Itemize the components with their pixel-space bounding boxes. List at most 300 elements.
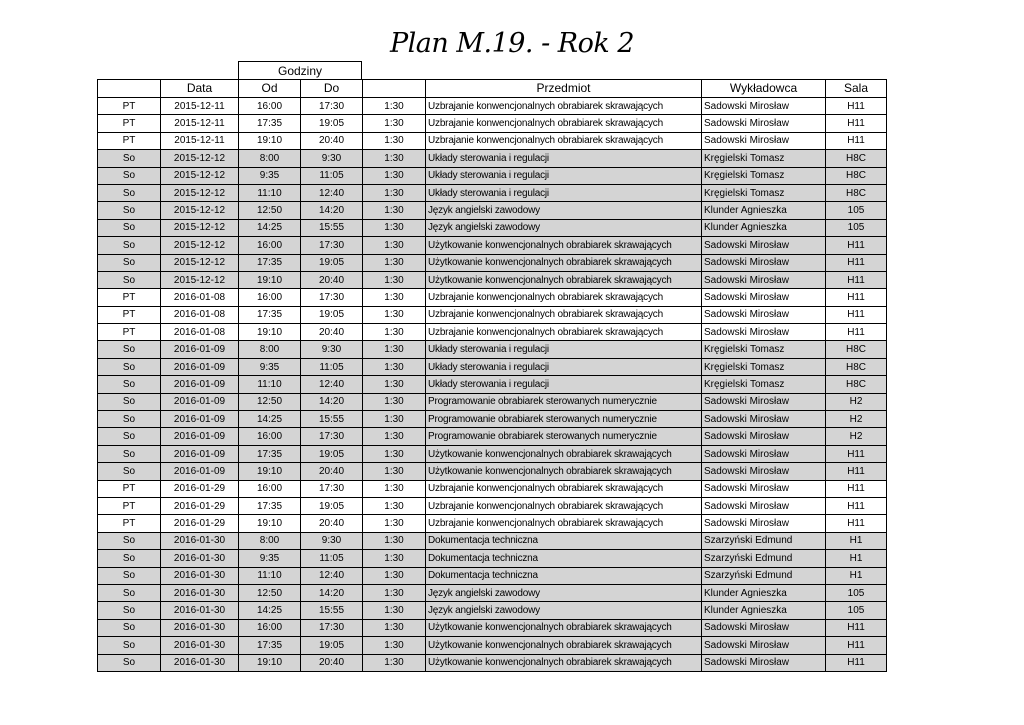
cell-from: 9:35 (239, 550, 301, 567)
cell-date: 2015-12-12 (161, 167, 239, 184)
cell-date: 2016-01-30 (161, 584, 239, 601)
cell-duration: 1:30 (363, 98, 426, 115)
cell-date: 2015-12-12 (161, 237, 239, 254)
cell-lecturer: Klunder Agnieszka (702, 202, 826, 219)
cell-day: So (98, 654, 161, 671)
cell-room: H11 (826, 654, 887, 671)
cell-to: 11:05 (301, 167, 363, 184)
cell-room: H11 (826, 463, 887, 480)
cell-room: H11 (826, 306, 887, 323)
cell-day: PT (98, 497, 161, 514)
cell-to: 14:20 (301, 202, 363, 219)
page-title: Plan M.19. - Rok 2 (389, 28, 635, 59)
table-row (98, 202, 887, 219)
cell-from: 12:50 (239, 202, 301, 219)
cell-day: So (98, 550, 161, 567)
table-row (98, 654, 887, 671)
cell-to: 15:55 (301, 602, 363, 619)
cell-room: H8C (826, 167, 887, 184)
cell-to: 15:55 (301, 219, 363, 236)
table-row (98, 341, 887, 358)
cell-from: 14:25 (239, 602, 301, 619)
cell-to: 14:20 (301, 584, 363, 601)
cell-date: 2016-01-09 (161, 463, 239, 480)
cell-duration: 1:30 (363, 324, 426, 341)
cell-to: 17:30 (301, 237, 363, 254)
cell-to: 9:30 (301, 150, 363, 167)
cell-day: So (98, 567, 161, 584)
cell-to: 20:40 (301, 515, 363, 532)
table-row (98, 463, 887, 480)
cell-subject: Dokumentacja techniczna (426, 532, 702, 549)
cell-from: 14:25 (239, 219, 301, 236)
cell-duration: 1:30 (363, 202, 426, 219)
cell-subject: Układy sterowania i regulacji (426, 376, 702, 393)
table-row (98, 150, 887, 167)
cell-day: So (98, 376, 161, 393)
cell-subject: Dokumentacja techniczna (426, 567, 702, 584)
cell-day: So (98, 202, 161, 219)
cell-from: 16:00 (239, 98, 301, 115)
cell-to: 14:20 (301, 393, 363, 410)
cell-to: 20:40 (301, 654, 363, 671)
cell-to: 20:40 (301, 132, 363, 149)
cell-lecturer: Sadowski Mirosław (702, 306, 826, 323)
cell-duration: 1:30 (363, 411, 426, 428)
table-row (98, 271, 887, 288)
cell-from: 16:00 (239, 619, 301, 636)
cell-from: 11:10 (239, 184, 301, 201)
cell-subject: Układy sterowania i regulacji (426, 358, 702, 375)
cell-duration: 1:30 (363, 515, 426, 532)
table-row (98, 132, 887, 149)
cell-duration: 1:30 (363, 341, 426, 358)
cell-date: 2016-01-30 (161, 619, 239, 636)
cell-duration: 1:30 (363, 306, 426, 323)
cell-from: 12:50 (239, 393, 301, 410)
cell-day: So (98, 619, 161, 636)
cell-lecturer: Sadowski Mirosław (702, 445, 826, 462)
cell-lecturer: Sadowski Mirosław (702, 497, 826, 514)
cell-day: So (98, 532, 161, 549)
cell-date: 2016-01-09 (161, 358, 239, 375)
cell-day: PT (98, 306, 161, 323)
cell-subject: Uzbrajanie konwencjonalnych obrabiarek skrawających (426, 98, 702, 115)
cell-day: So (98, 219, 161, 236)
cell-room: 105 (826, 202, 887, 219)
table-row (98, 550, 887, 567)
cell-lecturer: Sadowski Mirosław (702, 428, 826, 445)
cell-from: 11:10 (239, 567, 301, 584)
cell-day: PT (98, 480, 161, 497)
cell-from: 19:10 (239, 515, 301, 532)
cell-duration: 1:30 (363, 619, 426, 636)
cell-day: PT (98, 515, 161, 532)
cell-day: So (98, 411, 161, 428)
cell-room: H11 (826, 515, 887, 532)
cell-lecturer: Szarzyński Edmund (702, 567, 826, 584)
cell-from: 19:10 (239, 271, 301, 288)
header-room: Sala (826, 80, 887, 98)
cell-duration: 1:30 (363, 497, 426, 514)
cell-from: 17:35 (239, 637, 301, 654)
cell-room: H8C (826, 184, 887, 201)
cell-subject: Programowanie obrabiarek sterowanych numerycznie (426, 411, 702, 428)
cell-lecturer: Kręgielski Tomasz (702, 184, 826, 201)
cell-subject: Programowanie obrabiarek sterowanych numerycznie (426, 428, 702, 445)
cell-date: 2016-01-08 (161, 324, 239, 341)
cell-room: H11 (826, 132, 887, 149)
cell-duration: 1:30 (363, 584, 426, 601)
cell-day: So (98, 150, 161, 167)
cell-from: 17:35 (239, 115, 301, 132)
cell-to: 19:05 (301, 306, 363, 323)
cell-date: 2016-01-30 (161, 532, 239, 549)
cell-lecturer: Sadowski Mirosław (702, 619, 826, 636)
cell-subject: Użytkowanie konwencjonalnych obrabiarek skrawających (426, 463, 702, 480)
cell-subject: Uzbrajanie konwencjonalnych obrabiarek skrawających (426, 480, 702, 497)
cell-day: PT (98, 115, 161, 132)
cell-subject: Układy sterowania i regulacji (426, 167, 702, 184)
table-row (98, 602, 887, 619)
cell-duration: 1:30 (363, 219, 426, 236)
cell-date: 2016-01-30 (161, 550, 239, 567)
table-row (98, 376, 887, 393)
cell-from: 19:10 (239, 654, 301, 671)
cell-room: H11 (826, 254, 887, 271)
cell-day: So (98, 584, 161, 601)
cell-lecturer: Sadowski Mirosław (702, 480, 826, 497)
table-row (98, 532, 887, 549)
cell-subject: Użytkowanie konwencjonalnych obrabiarek skrawających (426, 271, 702, 288)
header-to: Do (301, 80, 363, 98)
cell-to: 9:30 (301, 341, 363, 358)
cell-from: 8:00 (239, 150, 301, 167)
cell-day: So (98, 341, 161, 358)
cell-subject: Dokumentacja techniczna (426, 550, 702, 567)
cell-to: 11:05 (301, 550, 363, 567)
cell-duration: 1:30 (363, 567, 426, 584)
cell-room: H11 (826, 271, 887, 288)
cell-room: H11 (826, 445, 887, 462)
cell-duration: 1:30 (363, 550, 426, 567)
cell-to: 12:40 (301, 376, 363, 393)
table-row (98, 584, 887, 601)
cell-duration: 1:30 (363, 115, 426, 132)
cell-day: So (98, 254, 161, 271)
cell-subject: Użytkowanie konwencjonalnych obrabiarek skrawających (426, 445, 702, 462)
cell-subject: Uzbrajanie konwencjonalnych obrabiarek skrawających (426, 306, 702, 323)
cell-from: 17:35 (239, 497, 301, 514)
table-row (98, 167, 887, 184)
table-row (98, 445, 887, 462)
cell-to: 19:05 (301, 497, 363, 514)
cell-lecturer: Klunder Agnieszka (702, 219, 826, 236)
cell-subject: Uzbrajanie konwencjonalnych obrabiarek skrawających (426, 132, 702, 149)
cell-date: 2015-12-12 (161, 202, 239, 219)
cell-from: 17:35 (239, 445, 301, 462)
cell-lecturer: Sadowski Mirosław (702, 515, 826, 532)
cell-subject: Uzbrajanie konwencjonalnych obrabiarek skrawających (426, 497, 702, 514)
cell-lecturer: Sadowski Mirosław (702, 289, 826, 306)
cell-lecturer: Szarzyński Edmund (702, 532, 826, 549)
cell-duration: 1:30 (363, 428, 426, 445)
cell-date: 2016-01-29 (161, 497, 239, 514)
cell-to: 17:30 (301, 480, 363, 497)
cell-lecturer: Kręgielski Tomasz (702, 376, 826, 393)
cell-date: 2016-01-09 (161, 393, 239, 410)
cell-lecturer: Kręgielski Tomasz (702, 358, 826, 375)
cell-duration: 1:30 (363, 271, 426, 288)
cell-from: 16:00 (239, 237, 301, 254)
cell-lecturer: Sadowski Mirosław (702, 237, 826, 254)
cell-duration: 1:30 (363, 254, 426, 271)
cell-day: So (98, 428, 161, 445)
cell-duration: 1:30 (363, 463, 426, 480)
cell-lecturer: Sadowski Mirosław (702, 411, 826, 428)
cell-room: H2 (826, 428, 887, 445)
cell-subject: Uzbrajanie konwencjonalnych obrabiarek skrawających (426, 289, 702, 306)
cell-duration: 1:30 (363, 150, 426, 167)
cell-subject: Język angielski zawodowy (426, 202, 702, 219)
cell-lecturer: Sadowski Mirosław (702, 654, 826, 671)
cell-room: H1 (826, 532, 887, 549)
schedule-table (97, 79, 887, 672)
cell-duration: 1:30 (363, 602, 426, 619)
cell-to: 20:40 (301, 324, 363, 341)
header-from: Od (239, 80, 301, 98)
table-row (98, 393, 887, 410)
table-body (98, 98, 887, 672)
cell-lecturer: Klunder Agnieszka (702, 584, 826, 601)
table-row (98, 480, 887, 497)
cell-from: 11:10 (239, 376, 301, 393)
cell-day: So (98, 167, 161, 184)
cell-date: 2016-01-29 (161, 480, 239, 497)
cell-date: 2015-12-11 (161, 132, 239, 149)
cell-lecturer: Sadowski Mirosław (702, 115, 826, 132)
cell-room: H11 (826, 480, 887, 497)
cell-date: 2016-01-08 (161, 289, 239, 306)
cell-date: 2015-12-11 (161, 98, 239, 115)
table-row (98, 237, 887, 254)
cell-room: 105 (826, 602, 887, 619)
cell-duration: 1:30 (363, 393, 426, 410)
cell-duration: 1:30 (363, 184, 426, 201)
cell-to: 17:30 (301, 428, 363, 445)
cell-lecturer: Sadowski Mirosław (702, 132, 826, 149)
cell-duration: 1:30 (363, 358, 426, 375)
cell-to: 17:30 (301, 619, 363, 636)
cell-date: 2016-01-09 (161, 445, 239, 462)
cell-lecturer: Szarzyński Edmund (702, 550, 826, 567)
cell-subject: Układy sterowania i regulacji (426, 150, 702, 167)
cell-date: 2016-01-08 (161, 306, 239, 323)
cell-room: H11 (826, 289, 887, 306)
table-row (98, 115, 887, 132)
cell-room: H1 (826, 550, 887, 567)
cell-to: 12:40 (301, 567, 363, 584)
header-subject: Przedmiot (426, 80, 702, 98)
cell-duration: 1:30 (363, 289, 426, 306)
table-row (98, 411, 887, 428)
table-row (98, 428, 887, 445)
table-row (98, 637, 887, 654)
cell-date: 2015-12-11 (161, 115, 239, 132)
cell-from: 19:10 (239, 463, 301, 480)
hours-group-header: Godziny (238, 61, 362, 79)
cell-room: H11 (826, 324, 887, 341)
cell-duration: 1:30 (363, 654, 426, 671)
cell-duration: 1:30 (363, 167, 426, 184)
cell-room: H11 (826, 115, 887, 132)
cell-subject: Język angielski zawodowy (426, 219, 702, 236)
cell-duration: 1:30 (363, 532, 426, 549)
table-row (98, 515, 887, 532)
cell-duration: 1:30 (363, 637, 426, 654)
cell-subject: Uzbrajanie konwencjonalnych obrabiarek skrawających (426, 115, 702, 132)
cell-lecturer: Kręgielski Tomasz (702, 167, 826, 184)
header-duration (363, 80, 426, 98)
cell-day: PT (98, 324, 161, 341)
cell-day: PT (98, 98, 161, 115)
cell-lecturer: Sadowski Mirosław (702, 271, 826, 288)
cell-subject: Użytkowanie konwencjonalnych obrabiarek skrawających (426, 254, 702, 271)
cell-date: 2016-01-29 (161, 515, 239, 532)
cell-day: So (98, 237, 161, 254)
cell-to: 9:30 (301, 532, 363, 549)
cell-room: H8C (826, 341, 887, 358)
cell-date: 2016-01-30 (161, 567, 239, 584)
cell-room: H1 (826, 567, 887, 584)
cell-from: 19:10 (239, 132, 301, 149)
table-header-row (98, 80, 887, 98)
table-row (98, 98, 887, 115)
cell-day: PT (98, 132, 161, 149)
cell-subject: Użytkowanie konwencjonalnych obrabiarek skrawających (426, 654, 702, 671)
cell-subject: Użytkowanie konwencjonalnych obrabiarek skrawających (426, 619, 702, 636)
cell-day: PT (98, 289, 161, 306)
cell-lecturer: Sadowski Mirosław (702, 393, 826, 410)
cell-to: 19:05 (301, 637, 363, 654)
cell-day: So (98, 463, 161, 480)
cell-from: 16:00 (239, 480, 301, 497)
cell-subject: Uzbrajanie konwencjonalnych obrabiarek skrawających (426, 324, 702, 341)
header-date: Data (161, 80, 239, 98)
table-row (98, 324, 887, 341)
cell-from: 12:50 (239, 584, 301, 601)
cell-day: So (98, 393, 161, 410)
cell-subject: Język angielski zawodowy (426, 584, 702, 601)
cell-date: 2016-01-09 (161, 341, 239, 358)
cell-to: 20:40 (301, 463, 363, 480)
cell-to: 19:05 (301, 445, 363, 462)
cell-room: H2 (826, 411, 887, 428)
table-row (98, 358, 887, 375)
cell-date: 2016-01-30 (161, 602, 239, 619)
cell-from: 8:00 (239, 341, 301, 358)
cell-day: So (98, 445, 161, 462)
cell-day: So (98, 184, 161, 201)
table-row (98, 289, 887, 306)
table-row (98, 254, 887, 271)
cell-duration: 1:30 (363, 445, 426, 462)
cell-room: 105 (826, 219, 887, 236)
cell-room: 105 (826, 584, 887, 601)
cell-from: 9:35 (239, 358, 301, 375)
cell-date: 2015-12-12 (161, 219, 239, 236)
header-day (98, 80, 161, 98)
table-row (98, 306, 887, 323)
cell-date: 2015-12-12 (161, 184, 239, 201)
cell-room: H8C (826, 150, 887, 167)
cell-from: 16:00 (239, 289, 301, 306)
cell-lecturer: Sadowski Mirosław (702, 637, 826, 654)
table-row (98, 497, 887, 514)
cell-duration: 1:30 (363, 480, 426, 497)
cell-subject: Programowanie obrabiarek sterowanych numerycznie (426, 393, 702, 410)
header-lecturer: Wykładowca (702, 80, 826, 98)
cell-lecturer: Sadowski Mirosław (702, 254, 826, 271)
cell-from: 19:10 (239, 324, 301, 341)
cell-lecturer: Klunder Agnieszka (702, 602, 826, 619)
cell-date: 2016-01-30 (161, 637, 239, 654)
cell-from: 17:35 (239, 254, 301, 271)
cell-from: 17:35 (239, 306, 301, 323)
cell-duration: 1:30 (363, 132, 426, 149)
cell-subject: Uzbrajanie konwencjonalnych obrabiarek skrawających (426, 515, 702, 532)
cell-room: H11 (826, 497, 887, 514)
cell-duration: 1:30 (363, 237, 426, 254)
cell-duration: 1:30 (363, 376, 426, 393)
table-row (98, 184, 887, 201)
cell-date: 2016-01-09 (161, 411, 239, 428)
cell-lecturer: Sadowski Mirosław (702, 463, 826, 480)
cell-subject: Język angielski zawodowy (426, 602, 702, 619)
cell-date: 2015-12-12 (161, 271, 239, 288)
cell-day: So (98, 271, 161, 288)
cell-subject: Użytkowanie konwencjonalnych obrabiarek skrawających (426, 237, 702, 254)
cell-room: H11 (826, 637, 887, 654)
table-row (98, 619, 887, 636)
cell-lecturer: Kręgielski Tomasz (702, 150, 826, 167)
cell-lecturer: Sadowski Mirosław (702, 324, 826, 341)
cell-subject: Użytkowanie konwencjonalnych obrabiarek skrawających (426, 637, 702, 654)
cell-date: 2016-01-30 (161, 654, 239, 671)
cell-date: 2016-01-09 (161, 376, 239, 393)
cell-room: H8C (826, 376, 887, 393)
cell-to: 12:40 (301, 184, 363, 201)
cell-to: 15:55 (301, 411, 363, 428)
cell-to: 19:05 (301, 115, 363, 132)
table-row (98, 567, 887, 584)
cell-day: So (98, 602, 161, 619)
cell-from: 16:00 (239, 428, 301, 445)
cell-room: H2 (826, 393, 887, 410)
cell-day: So (98, 358, 161, 375)
table-row (98, 219, 887, 236)
cell-date: 2015-12-12 (161, 254, 239, 271)
cell-room: H11 (826, 98, 887, 115)
cell-day: So (98, 637, 161, 654)
cell-room: H11 (826, 619, 887, 636)
cell-to: 17:30 (301, 98, 363, 115)
cell-from: 9:35 (239, 167, 301, 184)
cell-subject: Układy sterowania i regulacji (426, 341, 702, 358)
cell-to: 17:30 (301, 289, 363, 306)
cell-lecturer: Sadowski Mirosław (702, 98, 826, 115)
cell-date: 2016-01-09 (161, 428, 239, 445)
